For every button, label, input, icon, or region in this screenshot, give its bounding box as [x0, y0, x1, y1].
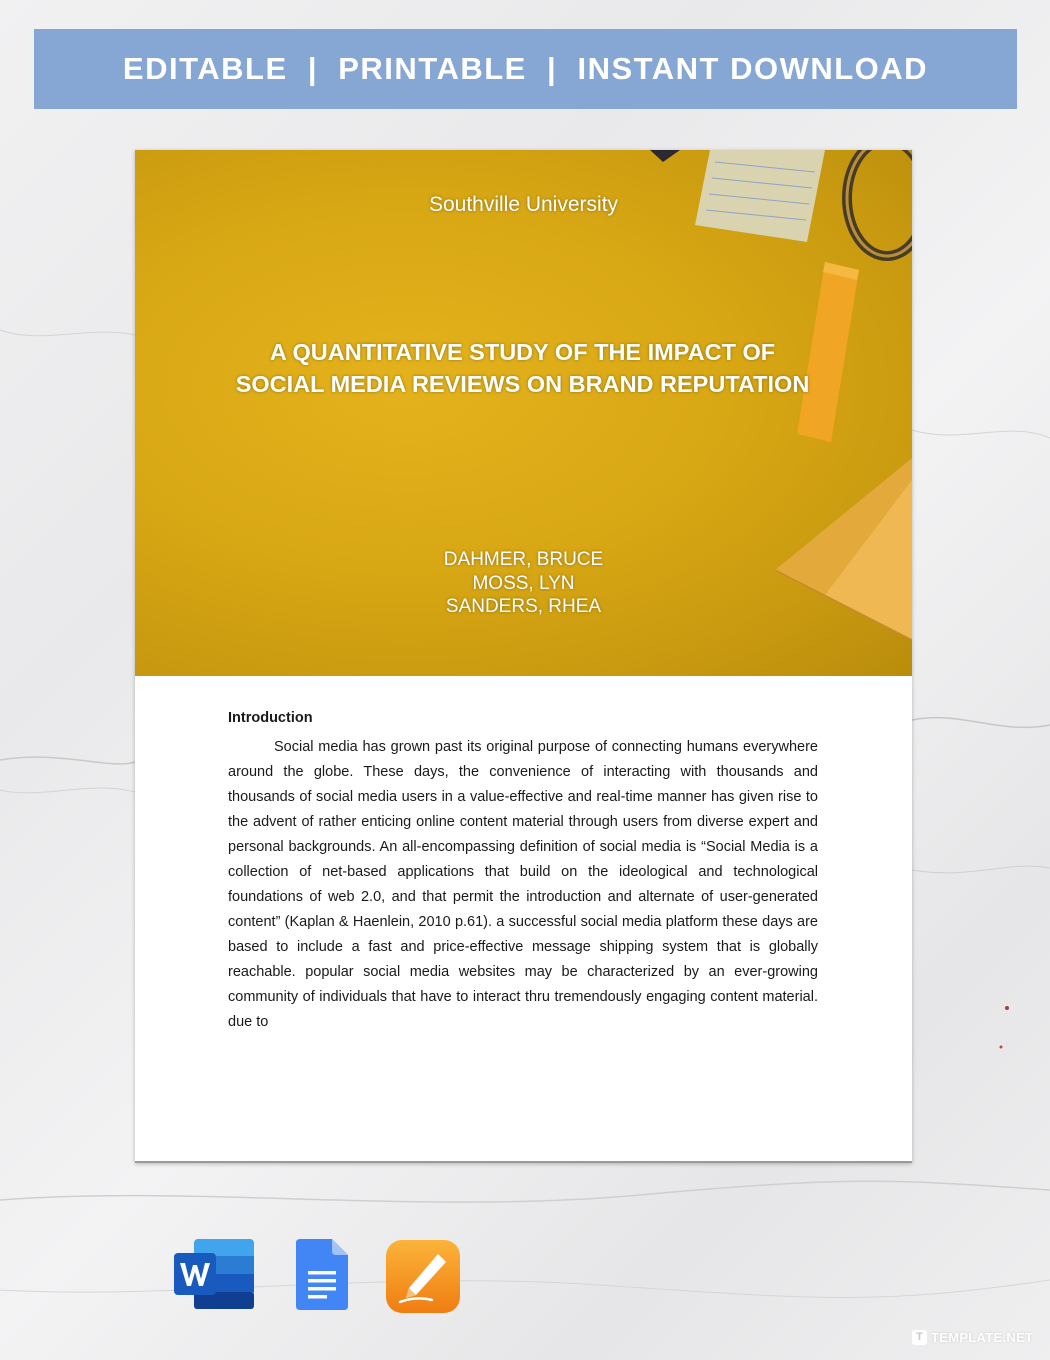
page-edge: [135, 1161, 912, 1163]
top-banner: [34, 29, 1017, 109]
cover-section: [135, 150, 912, 676]
document-body: [228, 710, 818, 1035]
word-icon[interactable]: [174, 1239, 254, 1309]
brand-logo-icon: T: [912, 1330, 927, 1345]
google-docs-icon[interactable]: [296, 1239, 348, 1310]
document-preview: [135, 150, 912, 1163]
author-name: SANDERS, RHEA: [445, 596, 602, 617]
document-title: A QUANTITATIVE STUDY OF THE IMPACT OF SOCIAL MEDIA REVIEWS ON BRAND REPUTATION: [235, 339, 810, 397]
author-name: DAHMER, BRUCE: [443, 549, 604, 570]
brand-watermark: [912, 1328, 1033, 1346]
section-heading: Introduction: [228, 710, 313, 726]
university-name: Southville University: [428, 193, 619, 216]
body-paragraph: Social media has grown past its original purpose of connecting humans everywhere around the globe. These days, the convenience of interacting with thousands and thousands of social media users in a value-effective and real-time manner has given rise to the advent of rather enticing online content material through users from diverse expert and personal backgrounds. An all-encompassing definition of social media is “Social Media is a collection of net-based applications that build on the ideological and technological foundations of web 2.0, and that permit the introduction and alternate of user-generated content” (Kaplan & Haenlein, 2010 p.61). a successful social media platform these days are based to include a fast and price-effective message shipping system that is globally reachable. popular social media websites may be characterized by an ever-growing community of individuals that have to interact thru tremendously engaging content material. due to: [228, 739, 818, 1030]
brand-name: TEMPLATE.NET: [931, 1329, 1034, 1345]
author-name: MOSS, LYN: [472, 572, 575, 594]
pages-icon[interactable]: [386, 1240, 460, 1313]
banner-text: EDITABLE | PRINTABLE | INSTANT DOWNLOAD: [122, 51, 929, 86]
authors-list: [135, 548, 912, 619]
